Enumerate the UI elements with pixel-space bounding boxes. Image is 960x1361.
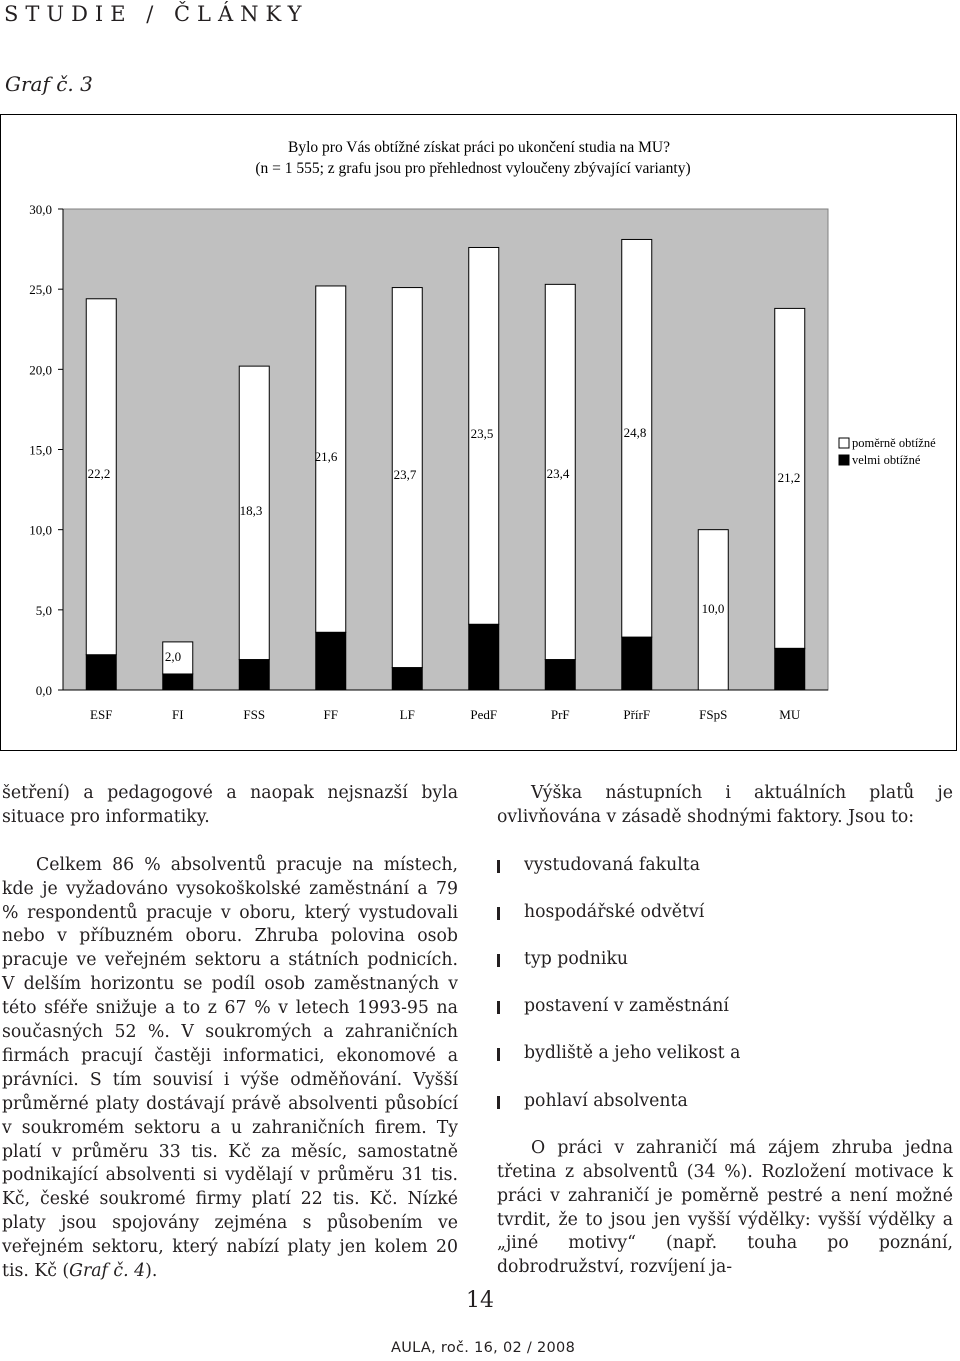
data-label-velmi-obtizne: 1,4 [397, 668, 413, 682]
footer: AULA, roč. 16, 02 / 2008 [391, 1340, 576, 1356]
list-item-label: vystudovaná fakulta [524, 854, 701, 875]
y-tick-label: 0,0 [35, 683, 52, 698]
data-label-pomerne-obtizne: 23,7 [393, 467, 417, 482]
data-label-pomerne-obtizne: 21,6 [314, 449, 338, 464]
bullet-icon [497, 860, 500, 873]
data-label-velmi-obtizne: 1,9 [550, 666, 566, 680]
x-tick-label: PřírF [623, 707, 651, 722]
factor-list [497, 854, 953, 1137]
chart-title: Bylo pro Vás obtížné získat práci po ukončení studia na MU? [288, 139, 670, 156]
list-item [497, 901, 953, 948]
data-label-velmi-obtizne: 2,2 [90, 666, 106, 680]
x-tick-label: PrF [550, 707, 570, 722]
list-item [497, 948, 953, 995]
data-label-velmi-obtizne: 3,3 [627, 655, 643, 669]
data-label-pomerne-obtizne: 2,0 [164, 649, 182, 664]
y-tick-label: 15,0 [29, 442, 52, 458]
legend-label-pomerne-obtizne: poměrně obtížné [852, 436, 936, 450]
data-label-velmi-obtizne: 3,6 [319, 655, 335, 669]
right-paragraph-1: Výška nástupních i aktuálních platů je ovlivňována v zásadě shodnými faktory. Jsou to: [497, 783, 953, 827]
y-tick-label: 25,0 [29, 282, 52, 298]
x-tick-label: FSpS [699, 707, 728, 722]
right-column [497, 782, 953, 1280]
data-label-velmi-obtizne: 1,0 [165, 674, 181, 688]
y-tick-label: 10,0 [29, 522, 52, 538]
x-tick-label: FF [323, 707, 338, 722]
y-tick-label: 30,0 [29, 202, 52, 217]
list-item-label: pohlaví absolventa [524, 1090, 688, 1111]
bullet-icon [497, 1001, 500, 1014]
left-column [2, 782, 458, 1284]
graph-label: Graf č. 3 [5, 72, 93, 96]
stacked-bar-chart [1, 115, 958, 752]
page-number: 14 [466, 1288, 494, 1313]
list-item-label: postavení v zaměstnání [524, 996, 729, 1017]
bullet-icon [497, 1048, 500, 1061]
bullet-icon [497, 954, 500, 967]
right-paragraph-2: O práci v zahraničí má zájem zhruba jedna třetina z absolventů (34 %). Rozložení motivace k práci v zahraničí je poměrně pestré a není možné tvrdit, že to jsou jen vyšší výdělky: vyšší výdělky a „jiné motivy“ (např. touha po poznání, dobrodružství, rozvíjení ja- [497, 1137, 953, 1278]
list-item [497, 854, 953, 901]
left-paragraph-1: šetření) a pedagogové a naopak nejsnazší byla situace pro informatiky. [2, 783, 458, 827]
graph-reference: Graf č. 4 [69, 1261, 146, 1282]
section-header: STUDIE / ČLÁNKY [4, 2, 309, 26]
y-tick-label: 20,0 [29, 362, 52, 378]
data-label-pomerne-obtizne: 21,2 [777, 470, 801, 485]
list-item [497, 1042, 953, 1089]
list-item [497, 1090, 953, 1137]
bullet-icon [497, 907, 500, 920]
legend-swatch-pomerne-obtizne [839, 438, 849, 448]
y-tick-label: 5,0 [35, 602, 52, 618]
data-label-pomerne-obtizne: 18,3 [239, 503, 263, 518]
chart-subtitle: (n = 1 555; z grafu jsou pro přehlednost vyloučeny zbývající varianty) [255, 160, 691, 177]
list-item-label: hospodářské odvětví [524, 901, 705, 922]
x-tick-label: MU [779, 707, 801, 722]
list-item-label: typ podniku [524, 949, 629, 970]
x-tick-label: FSS [243, 707, 266, 722]
bullet-icon [497, 1096, 500, 1109]
x-tick-label: FI [171, 707, 184, 722]
legend-label-velmi-obtizne: velmi obtížné [852, 453, 921, 467]
data-label-pomerne-obtizne: 22,2 [87, 466, 111, 481]
x-tick-label: ESF [90, 707, 113, 722]
legend-swatch-velmi-obtizne [839, 455, 849, 465]
left-paragraph-2-end: ). [145, 1261, 158, 1282]
list-item-label: bydliště a jeho velikost a [524, 1043, 741, 1064]
x-tick-label: PedF [470, 707, 498, 722]
list-item [497, 995, 953, 1042]
chart-frame [0, 114, 957, 751]
x-tick-label: LF [399, 707, 415, 722]
left-paragraph-2-text: Celkem 86 % absolventů pracuje na místech, kde je vyžadováno vysokoškolské zaměstnání a 79 % respondentů pracuje v oboru, který vystudovali nebo v příbuzném oboru. Zhruba polovina osob pracuje ve veřejném sektoru a státních podnicích. V delším horizontu se podíl osob zaměstnaných v této sféře snižuje a to z 67 % v letech 1993-95 na současných 52 %. V soukromých a zahraničních firmách pracují častěji informatici, ekonomové a právníci. S tím souvisí i výše odměňování. Vyšší průměrné platy dostávají právě absolventi působící v soukromém sektoru a u zahraničních firem. Ty platí v průměru 33 tis. Kč za měsíc, samostatně podnikající absolventi si vydělají v průměru 31 tis. Kč, české soukromé firmy platí 22 tis. Kč. Nízké platy jsou spojovány zejména s působením ve veřejném sektoru, který nabízí platy jen kolem 20 tis. Kč ( [2, 854, 458, 1282]
data-label-pomerne-obtizne: 24,8 [623, 425, 647, 440]
data-label-velmi-obtizne: 2,6 [782, 660, 798, 674]
data-label-pomerne-obtizne: 10,0 [701, 601, 725, 616]
data-label-velmi-obtizne: 4,1 [474, 649, 490, 663]
data-label-velmi-obtizne: 1,9 [243, 664, 259, 678]
data-label-pomerne-obtizne: 23,4 [546, 466, 570, 481]
data-label-pomerne-obtizne: 23,5 [470, 426, 494, 441]
left-paragraph-2 [2, 854, 458, 1284]
